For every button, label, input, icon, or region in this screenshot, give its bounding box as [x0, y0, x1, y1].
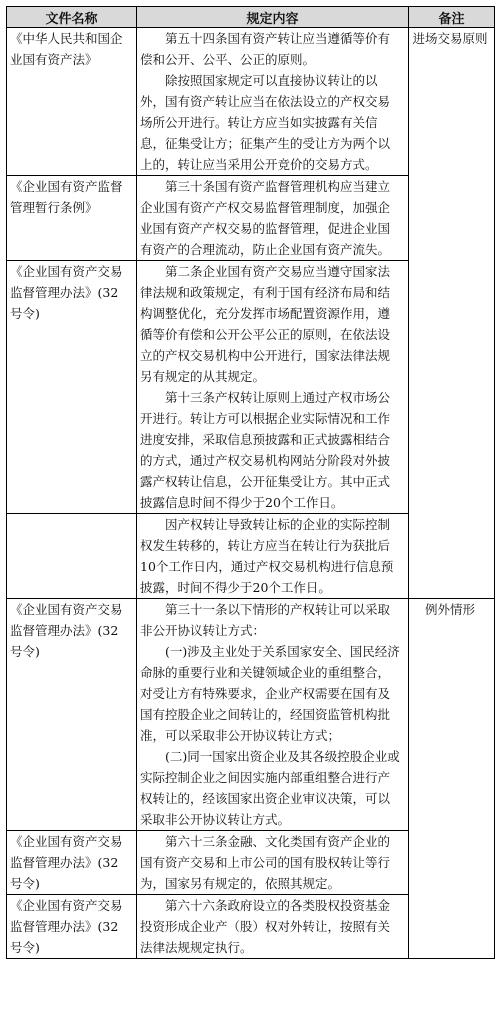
provision-paragraph: 因产权转让导致转让标的企业的实际控制权发生转移的，转让方应当在转让行为获批后10个工作日内，通过产权交易机构进行信息预披露，时间不得少于20个工作日。 — [140, 517, 394, 595]
document-name: 《企业国有资产监督管理暂行条例》 — [7, 176, 137, 261]
document-name: 《企业国有资产交易监督管理办法》(32号令) — [7, 831, 137, 895]
provision-paragraph: (一)涉及主业处于关系国家安全、国民经济命脉的重要行业和关键领域企业的重组整合，对受让方有特殊要求，企业产权需要在国有及国有控股企业之间转让的，经国资监管机构批准，可以采取非公开协议转让方式； — [140, 644, 400, 743]
provision-content — [137, 895, 409, 959]
header-document-name: 文件名称 — [7, 7, 137, 28]
table-row — [7, 28, 495, 176]
provision-content — [137, 514, 409, 599]
document-name: 《企业国有资产交易监督管理办法》(32号令) — [7, 599, 137, 831]
regulation-table — [6, 6, 495, 959]
document-name: 《企业国有资产交易监督管理办法》(32号令) — [7, 895, 137, 959]
provision-paragraph: 第十三条产权转让原则上通过产权市场公开进行。转让方可以根据企业实际情况和工作进度安排，采取信息预披露和正式披露相结合的方式，通过产权交易机构网站分阶段对外披露产权转让信息，公开征集受让方。其中正式披露信息时间不得少于20个工作日。 — [140, 390, 391, 510]
header-remarks: 备注 — [409, 7, 495, 28]
document-name — [7, 514, 137, 599]
provision-content — [137, 28, 409, 176]
header-provision-content: 规定内容 — [137, 7, 409, 28]
provision-content — [137, 176, 409, 261]
provision-paragraph: 第五十四条国有资产转让应当遵循等价有偿和公开、公平、公正的原则。 — [140, 31, 391, 67]
provision-content — [137, 831, 409, 895]
provision-paragraph: 第三十一条以下情形的产权转让可以采取非公开协议转让方式： — [140, 602, 391, 638]
remark-cell: 例外情形 — [409, 599, 495, 959]
provision-paragraph: 第三十条国有资产监督管理机构应当建立企业国有资产产权交易监督管理制度，加强企业国有资产产权交易的监督管理，促进企业国有资产的合理流动，防止企业国有资产流失。 — [140, 179, 391, 257]
table-header-row — [7, 7, 495, 28]
table-row — [7, 599, 495, 831]
provision-paragraph: 第二条企业国有资产交易应当遵守国家法律法规和政策规定，有利于国有经济布局和结构调整优化，充分发挥市场配置资源作用，遵循等价有偿和公开公平公正的原则，在依法设立的产权交易机构中公开进行，国家法律法规另有规定的从其规定。 — [140, 264, 391, 384]
provision-paragraph: 除按照国家规定可以直接协议转让的以外，国有资产转让应当在依法设立的产权交易场所公开进行。转让方应当如实披露有关信息，征集受让方；征集产生的受让方为两个以上的，转让应当采用公开竞价的交易方式。 — [140, 73, 391, 172]
provision-paragraph: 第六十三条金融、文化类国有资产企业的国有资产交易和上市公司的国有股权转让等行为，国家另有规定的，依照其规定。 — [140, 834, 391, 891]
document-name: 《企业国有资产交易监督管理办法》(32号令) — [7, 261, 137, 514]
provision-paragraph: (二)同一国家出资企业及其各级控股企业或实际控制企业之间因实施内部重组整合进行产权转让的，经该国家出资企业审议决策，可以采取非公开协议转让方式。 — [140, 749, 400, 827]
provision-paragraph: 第六十六条政府设立的各类股权投资基金投资形成企业产（股）权对外转让，按照有关法律法规规定执行。 — [140, 898, 391, 955]
remark-cell: 进场交易原则 — [409, 28, 495, 599]
document-name: 《中华人民共和国企业国有资产法》 — [7, 28, 137, 176]
provision-content — [137, 599, 409, 831]
provision-content — [137, 261, 409, 514]
